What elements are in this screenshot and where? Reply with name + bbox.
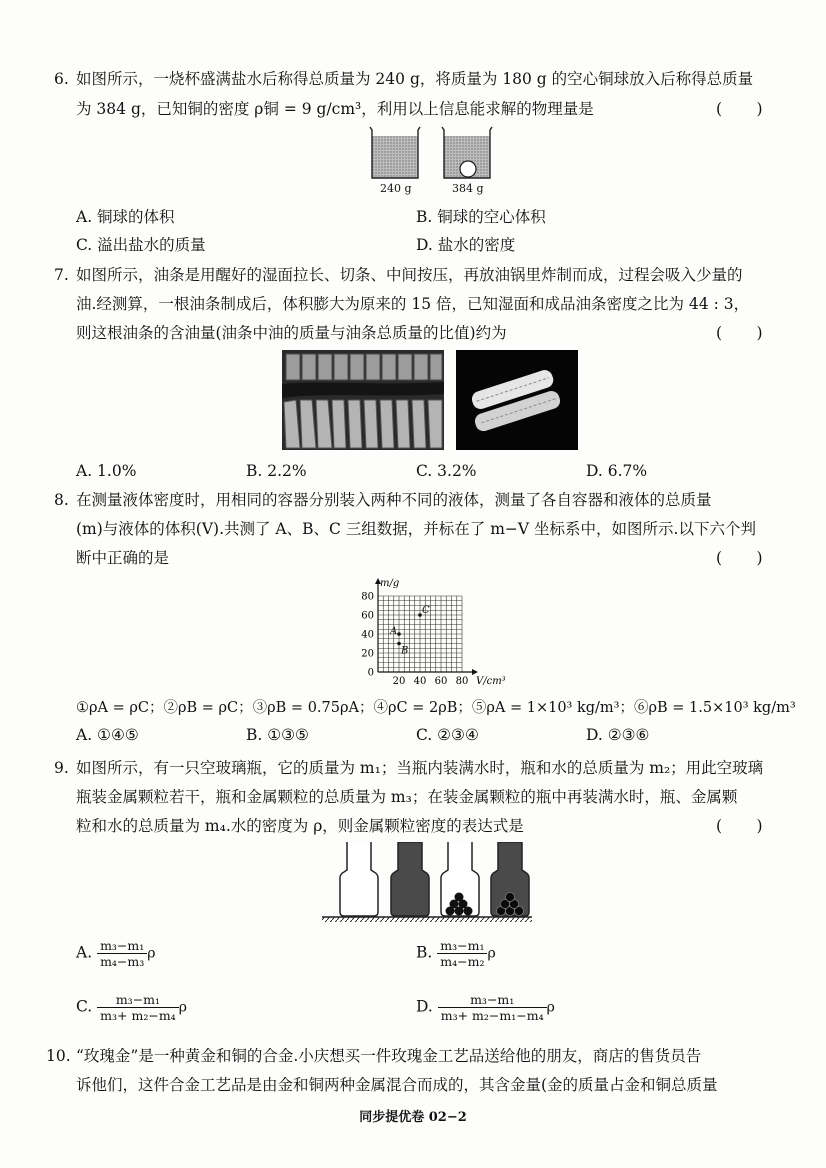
q7-text-line3: 则这根油条的含油量(油条中油的质量与油条总质量的比值)约为 — [76, 324, 507, 342]
q10-number: 10. — [46, 1047, 71, 1065]
q6-caption-right: 384 g — [452, 182, 484, 195]
q6-caption-left: 240 g — [380, 182, 412, 195]
q8-option-b: B. ①③⑤ — [246, 726, 309, 744]
q9-text-line1: 如图所示，有一只空玻璃瓶，它的质量为 m₁；当瓶内装满水时，瓶和水的总质量为 m₂；用此空玻璃 — [76, 759, 764, 777]
data-point-a — [397, 632, 401, 636]
q8-option-d: D. ②③⑥ — [586, 726, 650, 744]
data-point-label-b: B — [401, 645, 409, 657]
x-tick-label: 20 — [392, 676, 406, 687]
q7-number: 7. — [54, 266, 69, 284]
q9-bottles-figure — [322, 842, 532, 922]
beaker-left — [370, 127, 420, 178]
q7-text-line1: 如图所示，油条是用醒好的湿面拉长、切条、中间按压，再放油锅里炸制而成，过程会吸入少量的 — [76, 266, 743, 284]
q6-answer-blank: ( ) — [716, 100, 763, 118]
q6-number: 6. — [54, 70, 69, 88]
page-footer: 同步提优卷 02−2 — [359, 1110, 467, 1125]
q7-text-line2: 油.经测算，一根油条制成后，体积膨大为原来的 15 倍，已知湿面和成品油条密度之比为 44 : 3， — [76, 295, 750, 313]
q6-option-a: A. 铜球的体积 — [76, 208, 175, 226]
q8-statements: ①ρA = ρC；②ρB = ρC；③ρB = 0.75ρA；④ρC = 2ρB；⑤ρA = 1×10³ kg/m³；⑥ρB = 1.5×10³ kg/m³ — [76, 700, 796, 716]
x-axis-arrow — [472, 669, 478, 675]
x-axis-label: V/cm³ — [476, 676, 506, 687]
y-tick-label: 20 — [361, 648, 374, 660]
q9-number: 9. — [54, 759, 69, 777]
q9-option-d: D. $\frac{\text{m₃−m₁}}{\text{m₃+ m₂−m₁−m₄}}$ ρ — [416, 992, 555, 1023]
q8-number: 8. — [54, 491, 69, 509]
q9-option-c: C. $\frac{\text{m₃−m₁}}{\text{m₃+ m₂−m₄}}$ ρ — [76, 992, 187, 1023]
x-tick-label: 80 — [455, 676, 469, 687]
x-tick-label: 60 — [434, 676, 448, 687]
q8-mv-chart — [340, 574, 510, 692]
bottle-water — [391, 842, 429, 916]
beaker-right — [442, 127, 492, 178]
q7-option-b: B. 2.2% — [246, 462, 307, 480]
q7-answer-blank: ( ) — [716, 324, 763, 342]
q6-option-d: D. 盐水的密度 — [416, 236, 516, 254]
q7-option-d: D. 6.7% — [586, 462, 648, 480]
q9-text-line3: 粒和水的总质量为 m₄.水的密度为 ρ，则金属颗粒密度的表达式是 — [76, 817, 524, 835]
q8-answer-blank: ( ) — [716, 549, 763, 567]
y-tick-label: 60 — [361, 610, 374, 622]
data-point-label-a: A — [390, 626, 398, 637]
y-axis-label: m/g — [380, 578, 400, 589]
q8-text-line2: (m)与液体的体积(V).共测了 A、B、C 三组数据，并标在了 m−V 坐标系中，如图所示.以下六个判 — [76, 520, 756, 538]
x-tick-label: 40 — [413, 676, 427, 687]
q10-text-line1: “玫瑰金”是一种黄金和铜的合金.小庆想买一件玫瑰金工艺品送给他的朋友，商店的售货员告 — [76, 1047, 702, 1065]
q7-youtiao-photo — [456, 350, 578, 450]
q8-text-line1: 在测量液体密度时，用相同的容器分别装入两种不同的液体，测量了各自容器和液体的总质量 — [76, 491, 712, 509]
q9-option-b: B. $\frac{\text{m₃−m₁}}{\text{m₄−m₂}}$ ρ — [416, 938, 496, 969]
q8-option-a: A. ①④⑤ — [76, 726, 139, 744]
bottle-empty — [340, 842, 378, 916]
q9-option-a: A. $\frac{\text{m₃−m₁}}{\text{m₄−m₃}}$ ρ — [76, 938, 156, 969]
q8-option-c: C. ②③④ — [416, 726, 479, 744]
q9-text-line2: 瓶装金属颗粒若干，瓶和金属颗粒的总质量为 m₃；在装金属颗粒的瓶中再装满水时，瓶、金属颗 — [76, 788, 738, 806]
y-tick-label: 40 — [361, 629, 374, 641]
q6-option-b: B. 铜球的空心体积 — [416, 208, 546, 226]
data-point-label-c: C — [422, 605, 430, 616]
copper-ball — [460, 161, 476, 177]
q8-text-line3: 断中正确的是 — [76, 549, 170, 567]
q10-text-line2: 诉他们，这件合金工艺品是由金和铜两种金属混合而成的，其含金量(金的质量占金和铜总质量 — [76, 1076, 718, 1094]
y-tick-label: 0 — [367, 667, 374, 679]
q6-beakers-figure — [366, 124, 496, 180]
q7-option-c: C. 3.2% — [416, 462, 477, 480]
q7-dough-photo — [282, 350, 444, 450]
q7-option-a: A. 1.0% — [76, 462, 137, 480]
q6-text-line2: 为 384 g，已知铜的密度 ρ铜 = 9 g/cm³，利用以上信息能求解的物理量是 — [76, 100, 594, 118]
q6-text-line1: 如图所示，一烧杯盛满盐水后称得总质量为 240 g，将质量为 180 g 的空心铜球放入后称得总质量 — [76, 70, 754, 88]
y-tick-label: 80 — [361, 591, 374, 603]
q6-option-c: C. 溢出盐水的质量 — [76, 236, 206, 254]
q9-answer-blank: ( ) — [716, 817, 763, 835]
